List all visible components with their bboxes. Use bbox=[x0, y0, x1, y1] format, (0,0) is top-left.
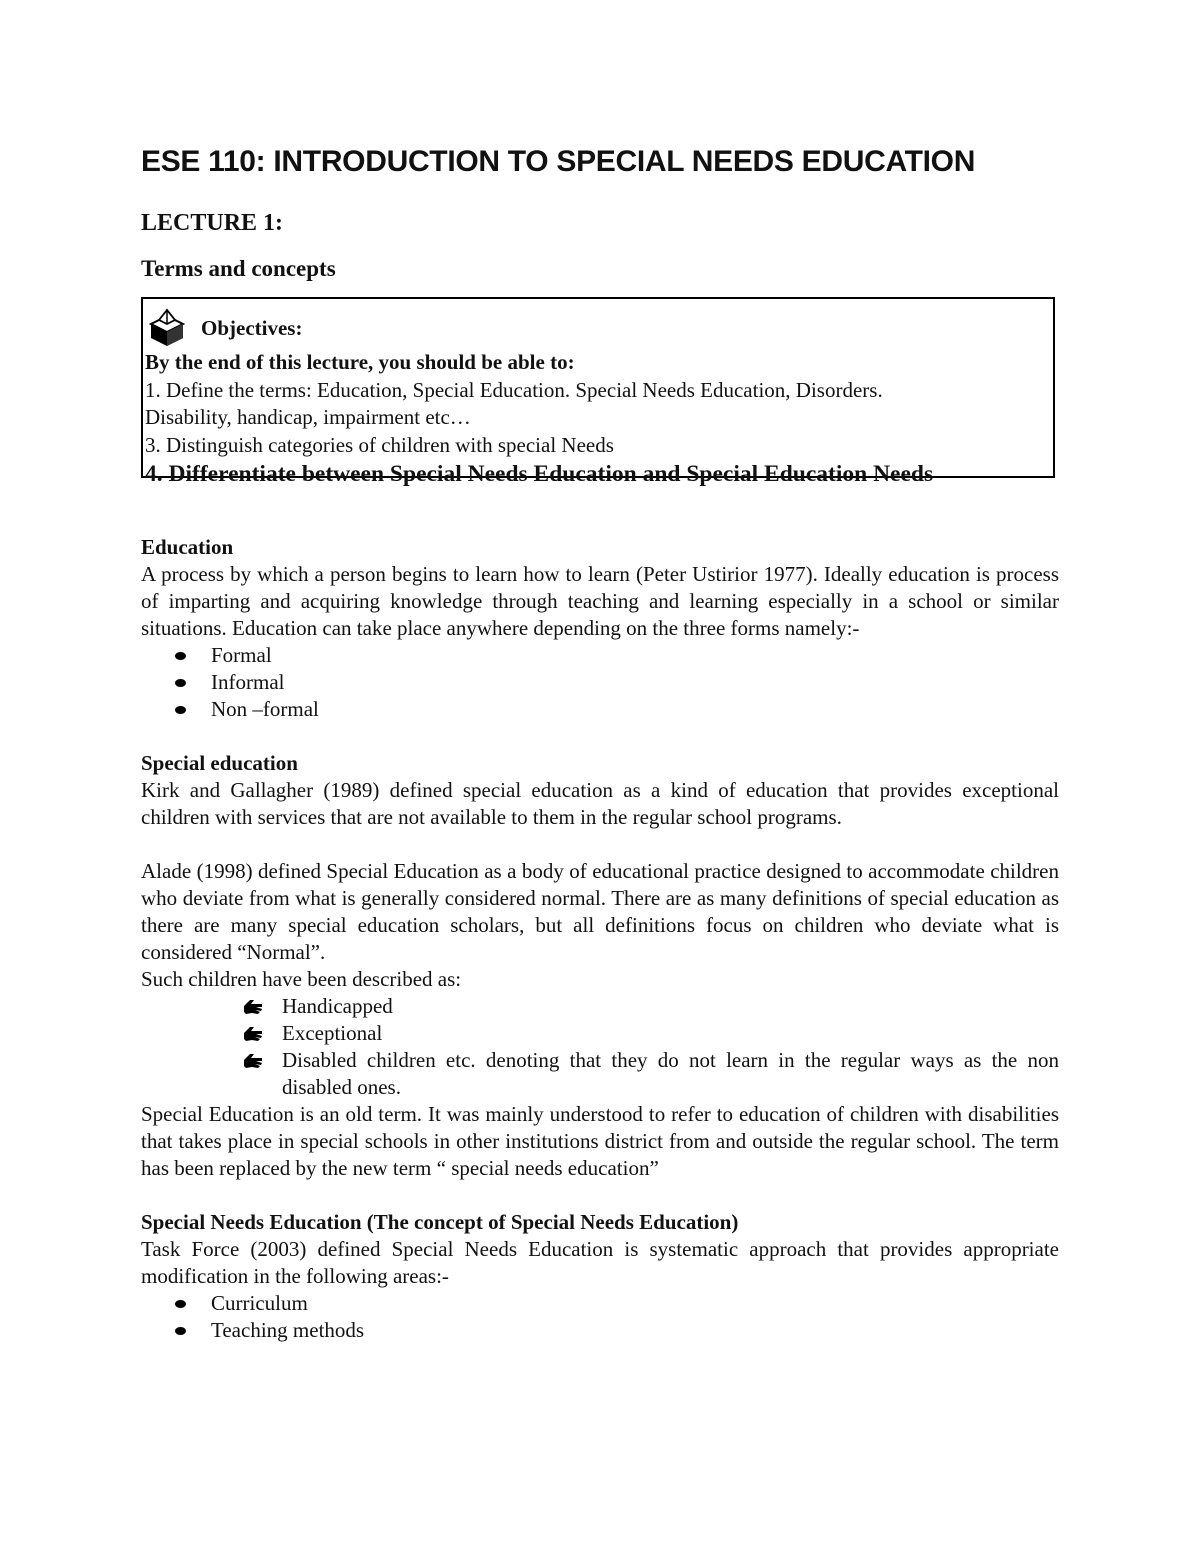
objective-line-2: Disability, handicap, impairment etc… bbox=[145, 405, 471, 429]
lecture-heading: LECTURE 1: bbox=[141, 210, 284, 236]
special-needs-education-heading: Special Needs Education (The concept of Special Needs Education) bbox=[141, 1210, 739, 1234]
list-item bbox=[242, 1047, 1059, 1101]
described-as-line: Such children have been described as: bbox=[141, 967, 462, 991]
objectives-heading: Objectives: bbox=[201, 315, 303, 340]
list-item: Teaching methods bbox=[175, 1317, 1059, 1344]
document-title: ESE 110: INTRODUCTION TO SPECIAL NEEDS EDUCATION bbox=[141, 145, 976, 178]
pointing-hand-icon bbox=[242, 1025, 264, 1043]
pointing-hand-icon bbox=[242, 998, 264, 1016]
special-needs-education-paragraph: Task Force (2003) defined Special Needs Education is systematic approach that provides appropriate modification in the following areas:- bbox=[141, 1237, 1059, 1288]
list-item: Curriculum bbox=[175, 1290, 1059, 1317]
list-item bbox=[242, 1020, 1059, 1047]
objective-line-3: 3. Distinguish categories of children with special Needs bbox=[145, 432, 614, 457]
education-forms-list bbox=[141, 642, 1059, 723]
special-education-paragraph-2: Alade (1998) defined Special Education as a body of educational practice designed to accommodate children who deviate from what is generally considered normal. There are as many definitions of special education as there are many special education scholars, but all definitions focus on children who deviate what is considered “Normal”. bbox=[141, 859, 1059, 964]
descriptor-text: Exceptional bbox=[282, 1021, 383, 1045]
list-item bbox=[242, 993, 1059, 1020]
objectives-header bbox=[145, 307, 1051, 349]
box-icon bbox=[147, 308, 187, 348]
descriptor-text: Handicapped bbox=[282, 994, 393, 1018]
education-heading: Education bbox=[141, 535, 234, 559]
pointing-hand-icon bbox=[242, 1052, 264, 1070]
objective-line-1: 1. Define the terms: Education, Special Education. Special Needs Education, Disorders. bbox=[145, 377, 883, 402]
descriptors-list bbox=[141, 993, 1059, 1101]
list-item: Non –formal bbox=[175, 696, 1059, 723]
special-education-heading: Special education bbox=[141, 751, 298, 775]
list-item: Informal bbox=[175, 669, 1059, 696]
modification-areas-list bbox=[141, 1290, 1059, 1344]
list-item: Formal bbox=[175, 642, 1059, 669]
descriptor-text: Disabled children etc. denoting that they do not learn in the regular ways as the non disabled ones. bbox=[282, 1048, 1059, 1099]
objectives-box bbox=[141, 297, 1055, 487]
objectives-intro: By the end of this lecture, you should be able to: bbox=[145, 350, 575, 374]
special-education-paragraph-1: Kirk and Gallagher (1989) defined special education as a kind of education that provides exceptional children with services that are not available to them in the regular school programs. bbox=[141, 778, 1059, 829]
document-content bbox=[141, 140, 1059, 1344]
section-subtitle: Terms and concepts bbox=[141, 256, 336, 281]
special-education-paragraph-3: Special Education is an old term. It was mainly understood to refer to education of children with disabilities that takes place in special schools in other institutions district from and outside the regular school. The term has been replaced by the new term “ special needs education” bbox=[141, 1102, 1059, 1180]
education-paragraph: A process by which a person begins to learn how to learn (Peter Ustirior 1977). Ideally education is process of imparting and acquiring knowledge through teaching and learning especially in a school or similar situations. Education can take place anywhere depending on the three forms namely:- bbox=[141, 562, 1059, 640]
objective-line-4: 4. Differentiate between Special Needs Education and Special Education Needs bbox=[145, 461, 934, 487]
